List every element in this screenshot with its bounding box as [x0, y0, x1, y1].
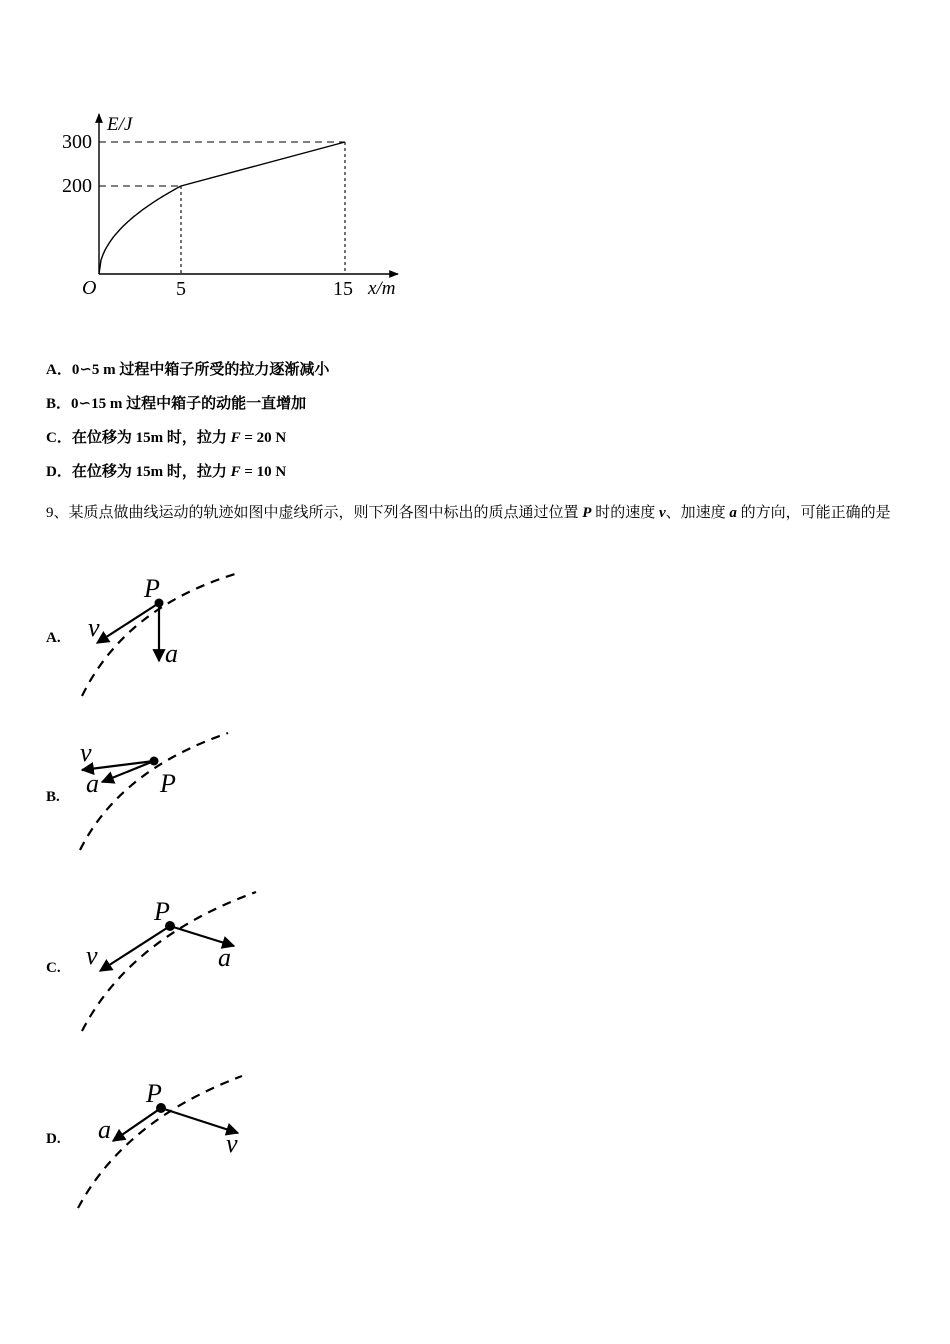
q9-choice-a-figure: [70, 568, 260, 703]
label-p: P: [146, 1079, 162, 1108]
velocity-arrow: [100, 926, 170, 971]
label-a: a: [165, 639, 178, 668]
acceleration-arrow: [113, 1108, 161, 1141]
label-v: v: [226, 1129, 238, 1158]
energy-curve: [99, 142, 345, 274]
x-tick-15: 15: [333, 278, 353, 300]
q8-option-a: A．0∽5 m 过程中箱子所受的拉力逐渐减小: [46, 362, 330, 378]
label-p: P: [144, 574, 160, 603]
y-tick-300: 300: [62, 131, 92, 153]
q9-choice-d-label: D.: [46, 1131, 61, 1147]
label-a: a: [98, 1115, 111, 1144]
label-v: v: [86, 941, 98, 970]
label-p: P: [154, 897, 170, 926]
y-axis-label: E/J: [107, 114, 133, 135]
origin-label: O: [82, 277, 97, 299]
q9-choice-b-figure: [70, 728, 260, 858]
q9-choice-b-label: B.: [46, 789, 60, 805]
energy-graph: [50, 110, 420, 310]
q8-option-b: B．0∽15 m 过程中箱子的动能一直增加: [46, 396, 307, 412]
q9-choice-c-label: C.: [46, 960, 61, 976]
q9-choice-a-label: A.: [46, 630, 61, 646]
label-a: a: [218, 943, 231, 972]
q9-choice-d-figure: [70, 1070, 260, 1215]
label-p: P: [160, 769, 176, 798]
label-v: v: [80, 738, 92, 767]
x-axis-label: x/m: [368, 278, 396, 299]
label-a: a: [86, 769, 99, 798]
label-v: v: [88, 613, 100, 642]
trajectory-curve: [80, 733, 228, 850]
reference-lines: [99, 142, 345, 274]
q9-stem: 9、某质点做曲线运动的轨迹如图中虚线所示，则下列各图中标出的质点通过位置 P 时的速度 v、加速度 a 的方向，可能正确的是: [46, 505, 891, 521]
q8-option-c: C．在位移为 15m 时，拉力 F = 20 N: [46, 430, 287, 446]
velocity-arrow: [97, 603, 159, 643]
x-tick-5: 5: [176, 278, 186, 300]
y-tick-200: 200: [62, 175, 92, 197]
point-p: [150, 757, 159, 766]
q8-option-d: D．在位移为 15m 时，拉力 F = 10 N: [46, 464, 287, 480]
q9-choice-c-figure: [70, 888, 270, 1038]
